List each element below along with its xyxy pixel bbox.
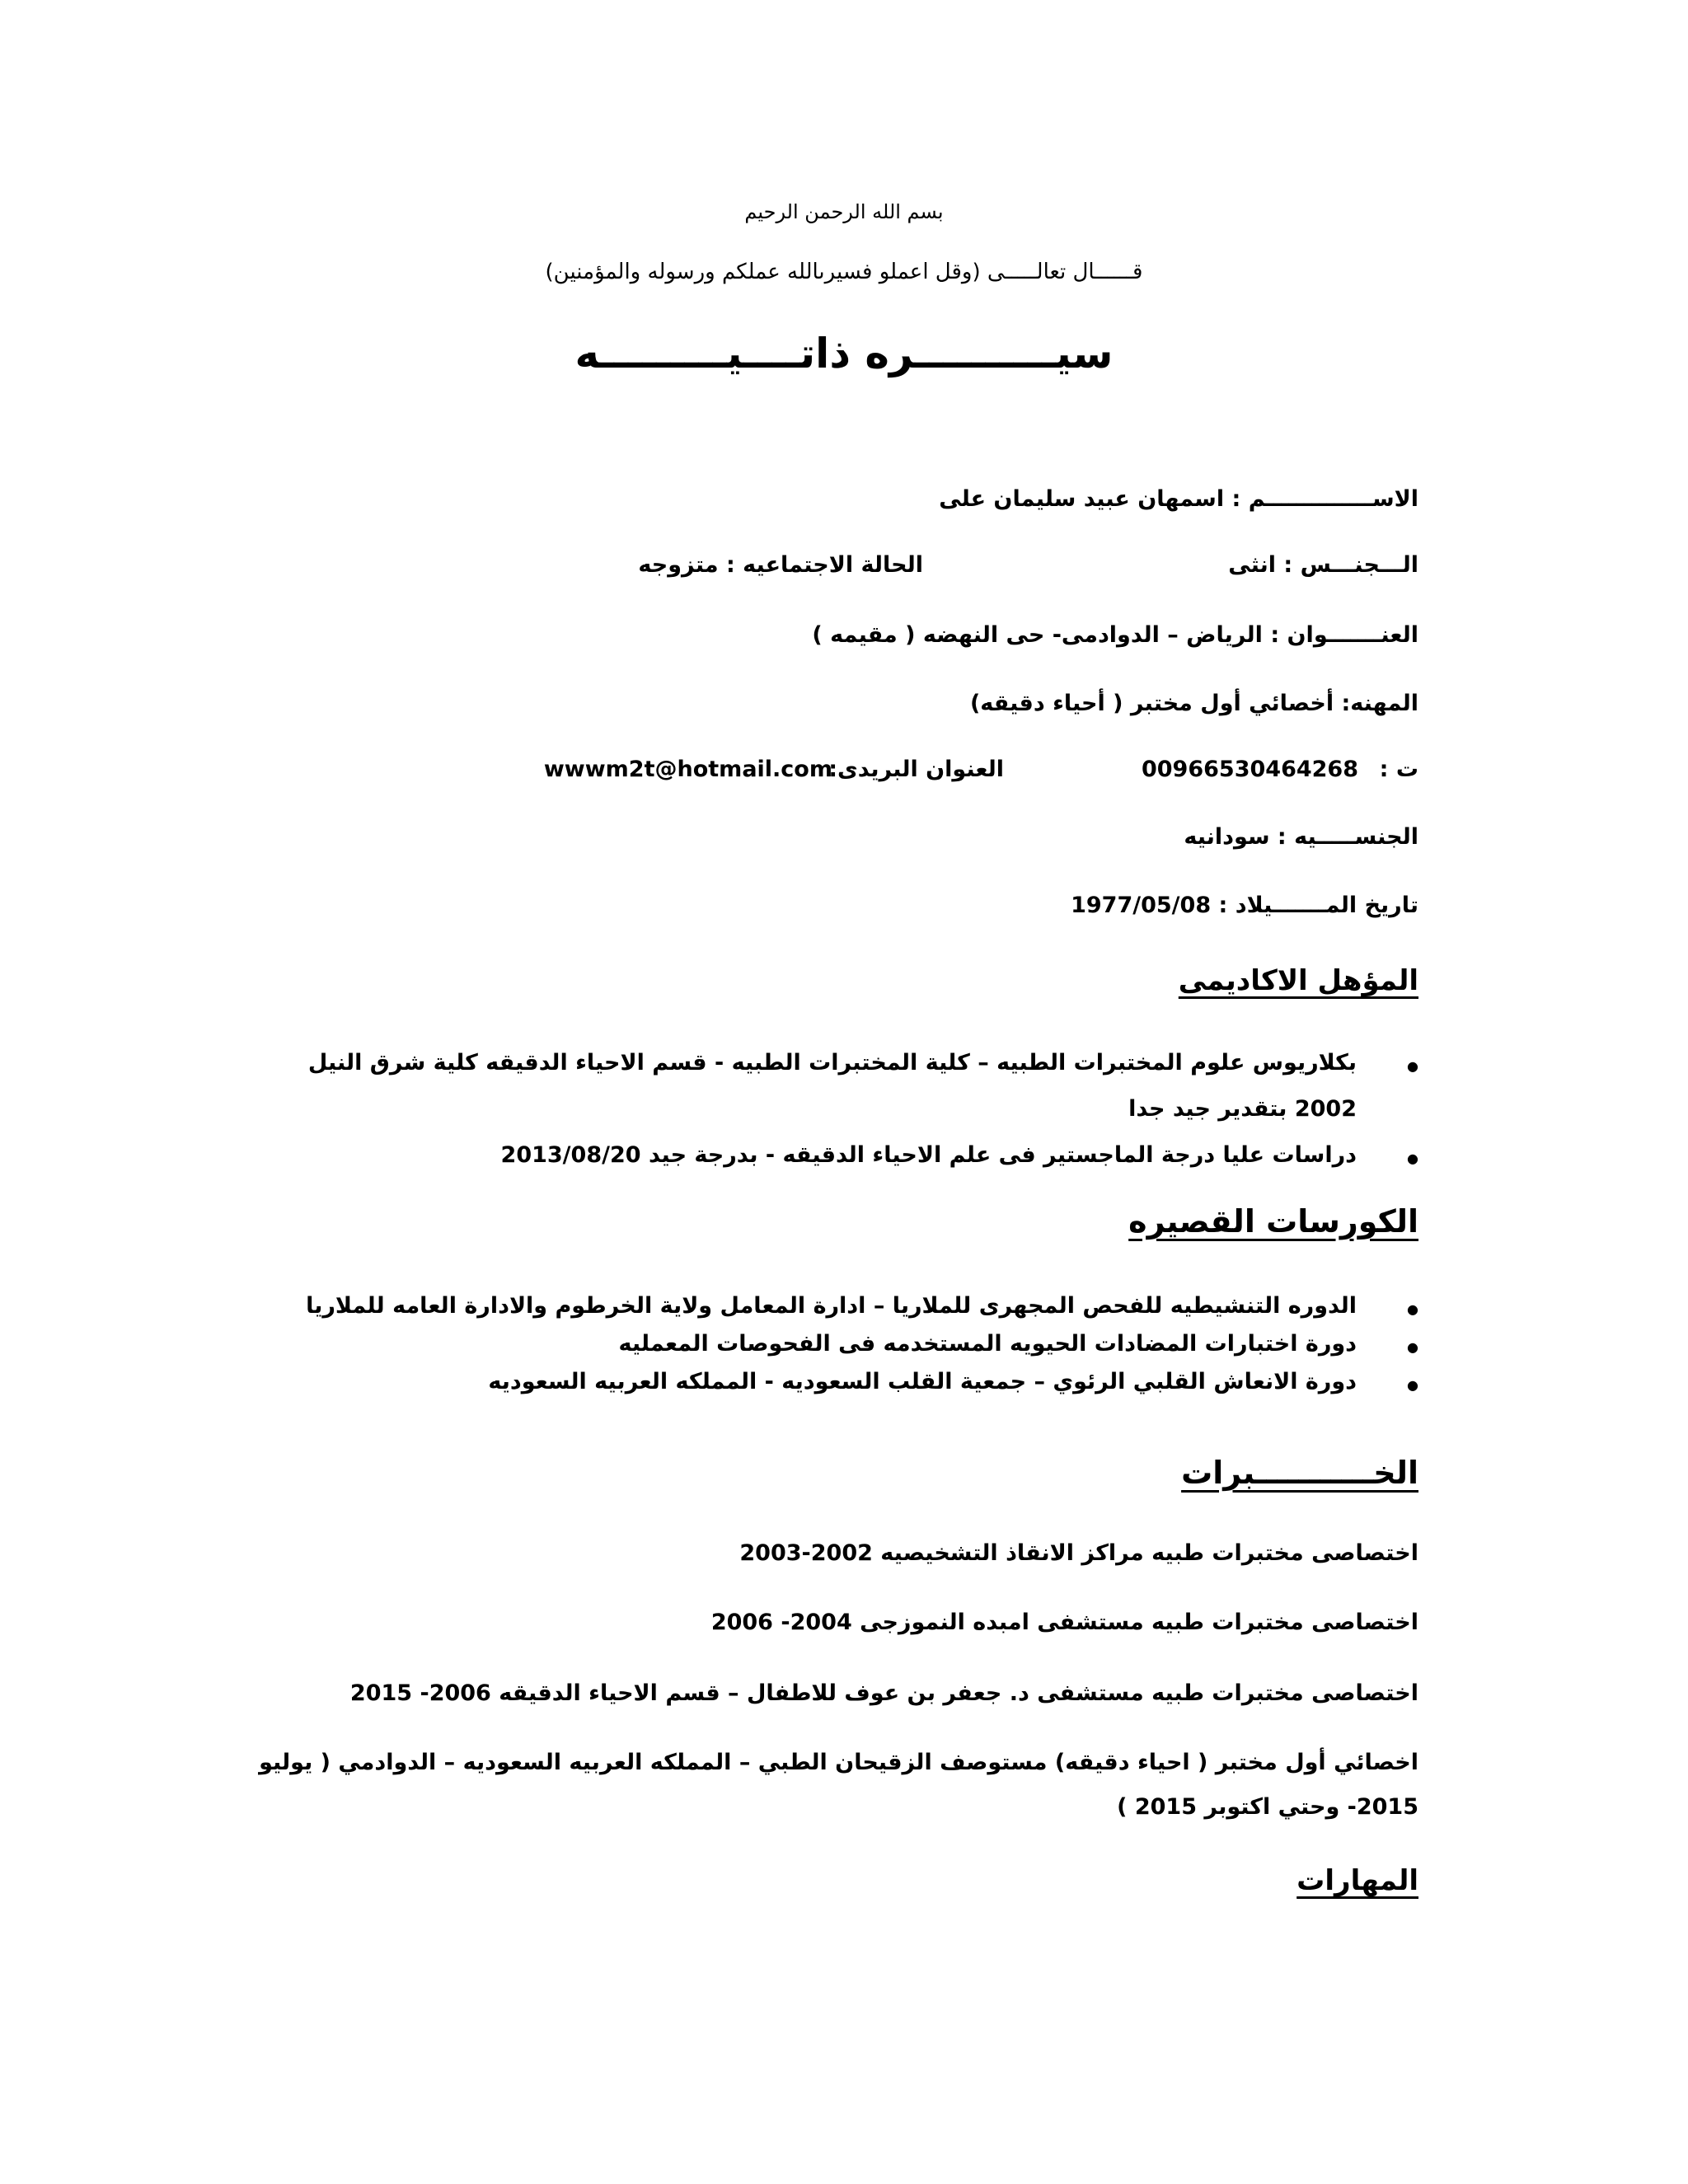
phone-label: ت :: [1379, 757, 1418, 782]
phone-number: 00966530464268: [1141, 757, 1358, 782]
profession-line: المهنه: أخصائي أول مختبر ( أحياء دقيقه): [969, 691, 1418, 716]
birth-date-line: تاريخ المـــــــيلاد : 1977/05/08: [1071, 893, 1418, 918]
nationality-line: الجنســـــيه : سودانيه: [1184, 824, 1418, 850]
list-item: ● دراسات عليا درجة الماجستير فى علم الاحياء الدقيقه - بدرجة جيد 2013/08/20: [265, 1132, 1418, 1179]
courses-list: [265, 1287, 1418, 1401]
experience-heading: الخـــــــــــبرات: [1181, 1455, 1418, 1491]
academic-list: [265, 1040, 1418, 1179]
list-item: ● بكلاريوس علوم المختبرات الطبيه – كلية المختبرات الطبيه - قسم الاحياء الدقيقه كلية شرق النيل 2002 بتقدير جيد جدا: [265, 1040, 1418, 1132]
name-line: الاســــــــــــــم : اسمهان عبيد سليمان على: [939, 486, 1418, 512]
email-label: العنوان البريدى:: [828, 757, 1004, 782]
marital-status-line: الحالة الاجتماعيه : متزوجه: [638, 552, 923, 578]
email-address: wwwm2t@hotmail.com: [543, 757, 832, 782]
quran-verse: قــــــال تعالـــــى (وقل اعملو فسيرىالله عملكم ورسوله والمؤمنين): [545, 260, 1143, 284]
experience-item: اخصائي أول مختبر ( احياء دقيقه) مستوصف الزقيحان الطبي – المملكه العربيه السعوديه – الدوادمي ( يوليو 2015- وحتي اكتوبر 2015 ): [259, 1750, 1418, 1820]
courses-heading: الكورسات القصيره: [1128, 1203, 1418, 1240]
address-line: العنـــــــوان : الرياض – الدوادمى- حى النهضه ( مقيمه ): [812, 622, 1418, 648]
list-item: ● دورة الانعاش القلبي الرئوي – جمعية القلب السعوديه - المملكه العربيه السعوديه: [265, 1363, 1418, 1401]
academic-heading: المؤهل الاكاديمى: [1178, 964, 1418, 997]
experience-item: اختصاصى مختبرات طبيه مستشفى امبده النموزجى 2004- 2006: [710, 1610, 1418, 1635]
experience-item: اختصاصى مختبرات طبيه مستشفى د. جعفر بن عوف للاطفال – قسم الاحياء الدقيقه 2006- 2015: [349, 1680, 1418, 1706]
skills-heading: المهارات: [1296, 1864, 1418, 1897]
basmala: بسم الله الرحمن الرحيم: [744, 200, 944, 223]
gender-line: الـــجنـــس : انثى: [1228, 552, 1418, 578]
list-item: ● دورة اختبارات المضادات الحيويه المستخدمه فى الفحوصات المعمليه: [265, 1325, 1418, 1363]
page-title: سيــــــــــره ذاتــــيـــــــــه: [574, 330, 1114, 377]
experience-item: اختصاصى مختبرات طبيه مراكز الانقاذ التشخيصيه 2002-2003: [739, 1540, 1418, 1566]
list-item: ● الدوره التنشيطيه للفحص المجهرى للملاريا – ادارة المعامل ولاية الخرطوم والادارة العامه للملاريا: [265, 1287, 1418, 1325]
